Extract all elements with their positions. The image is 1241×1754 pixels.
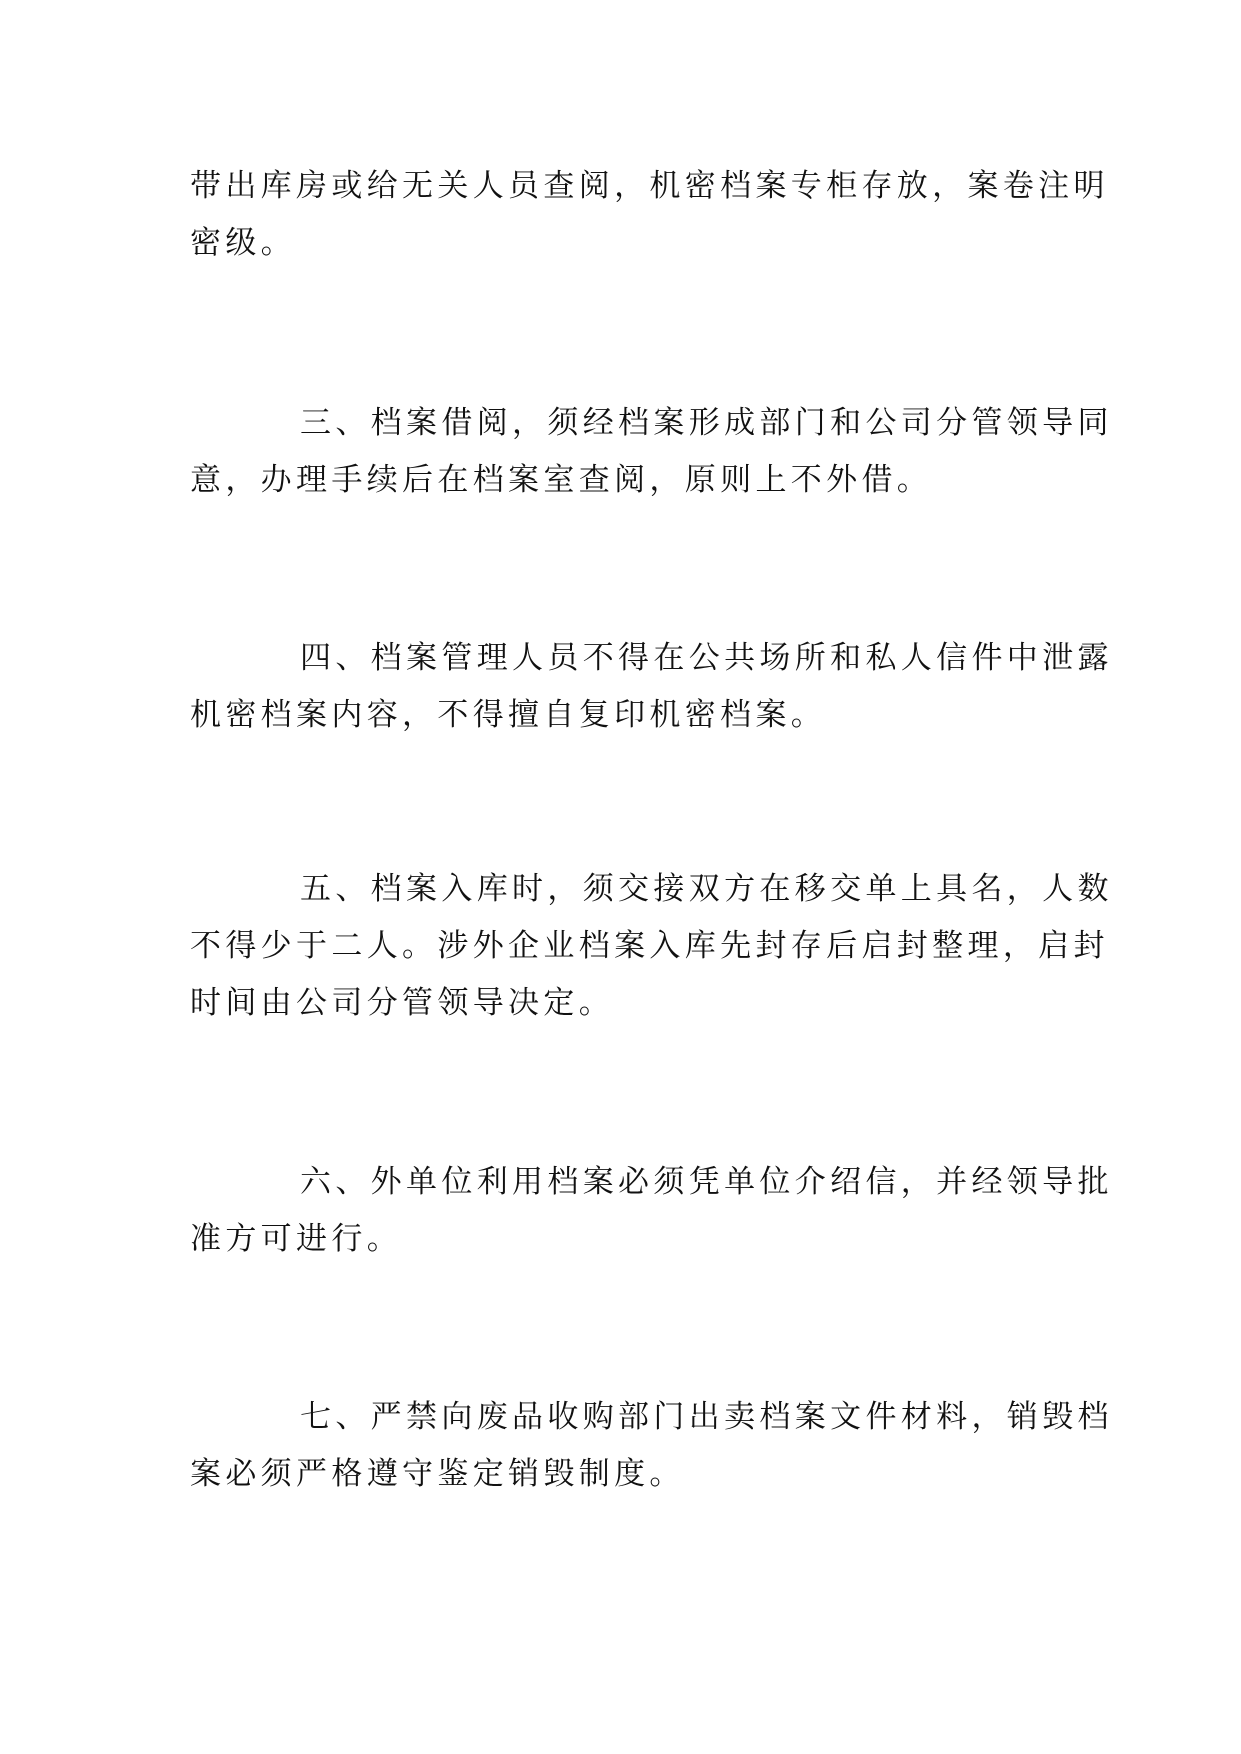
paragraph-line: 四、档案管理人员不得在公共场所和私人信件中泄露 [300, 640, 1113, 676]
paragraph-item-7 [190, 1389, 1113, 1503]
paragraph-line: 六、外单位利用档案必须凭单位介绍信，并经领导批 [300, 1164, 1113, 1200]
paragraph-line: 不得少于二人。涉外企业档案入库先封存后启封整理，启封 [190, 928, 1109, 964]
paragraph-line: 五、档案入库时，须交接双方在移交单上具名，人数 [300, 871, 1113, 907]
paragraph-line: 意，办理手续后在档案室查阅，原则上不外借。 [190, 462, 933, 498]
paragraph-line: 带出库房或给无关人员查阅，机密档案专柜存放，案卷注明 [190, 168, 1109, 204]
paragraph-item-4 [190, 630, 1113, 744]
paragraph-line: 七、严禁向废品收购部门出卖档案文件材料，销毁档 [300, 1399, 1113, 1435]
paragraph-line: 三、档案借阅，须经档案形成部门和公司分管领导同 [300, 405, 1113, 441]
paragraph-line: 案必须严格遵守鉴定销毁制度。 [190, 1456, 685, 1492]
paragraph-line: 密级。 [190, 225, 297, 261]
paragraph-line: 时间由公司分管领导决定。 [190, 985, 615, 1021]
paragraph-item-6 [190, 1154, 1113, 1268]
paragraph-item-3 [190, 395, 1113, 509]
paragraph-continuation [190, 158, 1109, 272]
paragraph-line: 准方可进行。 [190, 1221, 403, 1257]
paragraph-line: 机密档案内容，不得擅自复印机密档案。 [190, 697, 827, 733]
paragraph-item-5 [190, 861, 1113, 1032]
